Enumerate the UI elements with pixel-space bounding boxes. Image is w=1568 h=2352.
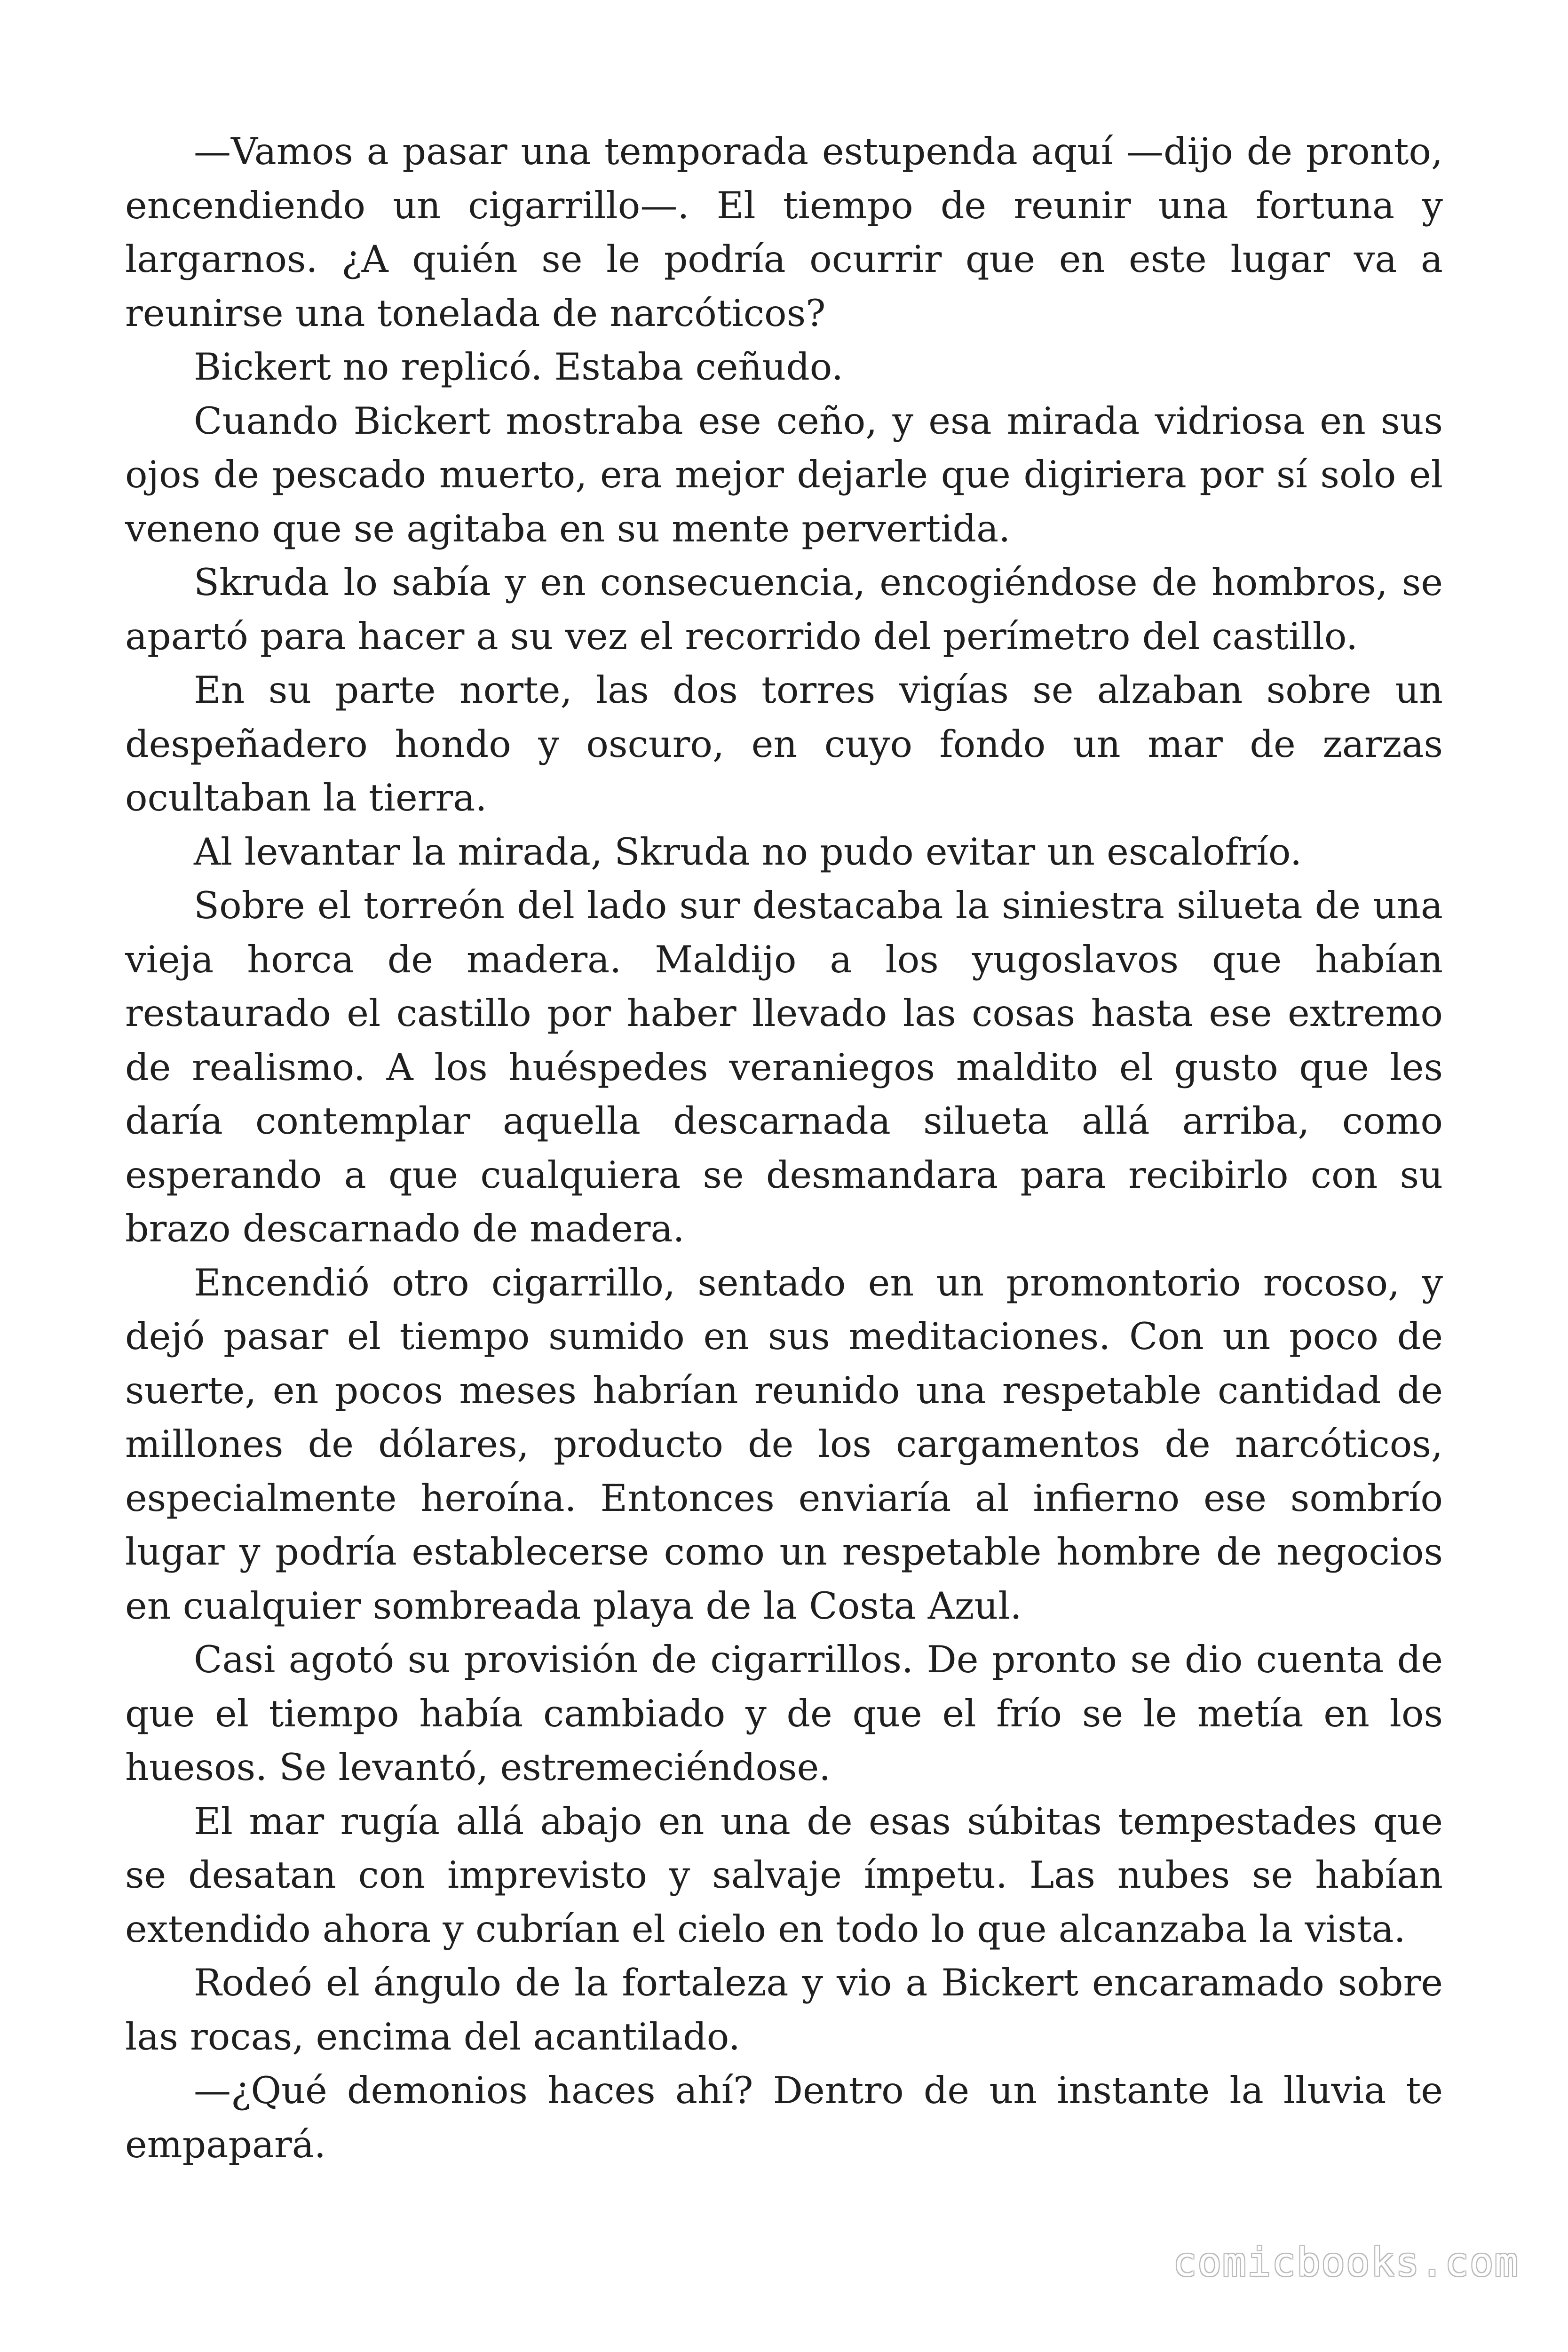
paragraph: El mar rugía allá abajo en una de esas súbitas tempestades que se desatan con imprevisto y salvaje ímpetu. Las nubes se habían extendido ahora y cubrían el cielo en todo lo que alcanzaba la vista. xyxy=(125,1799,1443,1951)
watermark: comicbooks.com xyxy=(1172,2239,1519,2285)
paragraph: Cuando Bickert mostraba ese ceño, y esa mirada vidriosa en sus ojos de pescado muerto, era mejor dejarle que digiriera por sí solo el veneno que se agitaba en su mente pervertida. xyxy=(125,399,1443,550)
paragraph: —Vamos a pasar una temporada estupenda aquí —dijo de pronto, encendiendo un cigarrillo—. El tiempo de reunir una fortuna y largarnos. ¿A quién se le podría ocurrir que en este lugar va a reunirse una tonelada de narcóticos? xyxy=(125,130,1443,335)
paragraph: Skruda lo sabía y en consecuencia, encogiéndose de hombros, se apartó para hacer a su vez el recorrido del perímetro del castillo. xyxy=(125,561,1443,658)
paragraph: Sobre el torreón del lado sur destacaba la siniestra silueta de una vieja horca de madera. Maldijo a los yugoslavos que habían restaurado el castillo por haber llevado las cosas hasta ese extremo de realismo. A los huéspedes veraniegos maldito el gusto que les daría contemplar aquella descarnada silueta allá arriba, como esperando a que cualquiera se desmandara para recibirlo con su brazo descarnado de madera. xyxy=(125,884,1443,1250)
paragraph: Rodeó el ángulo de la fortaleza y vio a Bickert encaramado sobre las rocas, encima del acantilado. xyxy=(125,1961,1443,2058)
paragraph: Casi agotó su provisión de cigarrillos. De pronto se dio cuenta de que el tiempo había cambiado y de que el frío se le metía en los huesos. Se levantó, estremeciéndose. xyxy=(125,1638,1443,1789)
paragraph: Encendió otro cigarrillo, sentado en un promontorio rocoso, y dejó pasar el tiempo sumido en sus meditaciones. Con un poco de suerte, en pocos meses habrían reunido una respetable cantidad de millones de dólares, producto de los cargamentos de narcóticos, especialmente heroína. Entonces enviaría al infierno ese sombrío lugar y podría establecerse como un respetable hombre de negocios en cualquier sombreada playa de la Costa Azul. xyxy=(125,1261,1443,1628)
body-text xyxy=(125,125,1443,2171)
paragraph: Bickert no replicó. Estaba ceñudo. xyxy=(194,345,844,389)
paragraph: Al levantar la mirada, Skruda no pudo evitar un escalofrío. xyxy=(194,830,1302,874)
paragraph: —¿Qué demonios haces ahí? Dentro de un instante la lluvia te empapará. xyxy=(125,2069,1443,2166)
paragraph: En su parte norte, las dos torres vigías se alzaban sobre un despeñadero hondo y oscuro, en cuyo fondo un mar de zarzas ocultaban la tierra. xyxy=(125,668,1443,819)
